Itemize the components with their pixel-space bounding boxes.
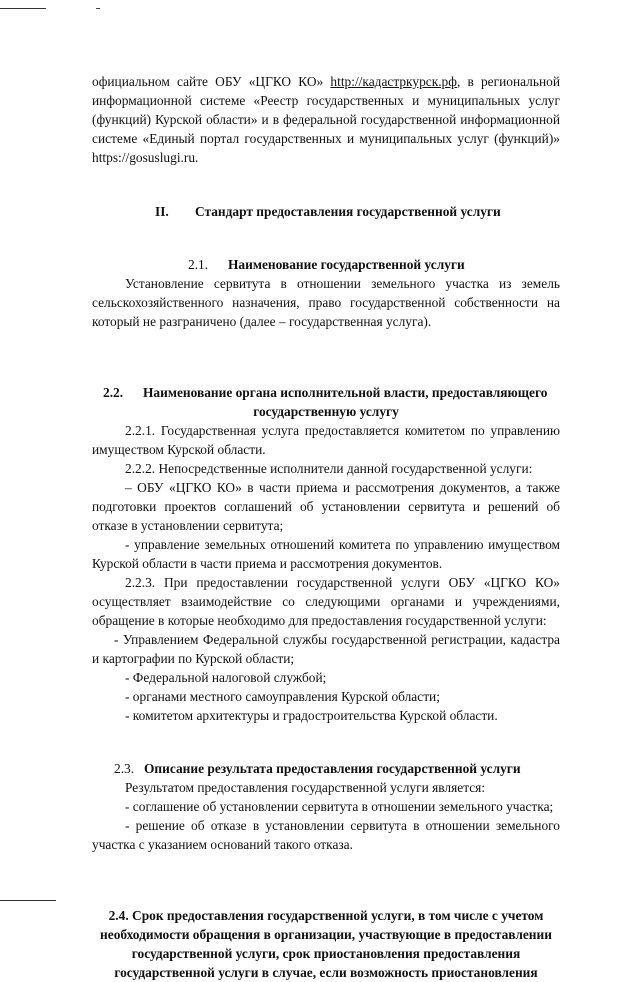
executor-land-department: - управление земельных отношений комитета по управлению имуществом Курской области в части приема и рассмотрения документов.	[92, 537, 560, 571]
interaction-rosreestr: - Управлением Федеральной службы государственной регистрации, кадастра и картографии по Курской области;	[92, 632, 560, 666]
subsection-2-1-title: Наименование государственной услуги	[228, 257, 465, 272]
subsection-2-2-number: 2.2.	[103, 385, 124, 400]
intro-text: официальном сайте ОБУ «ЦГКО КО»	[92, 74, 331, 89]
subsection-2-2-title-line1: Наименование органа исполнительной власти, предоставляющего	[143, 385, 548, 400]
subsection-2-2-heading	[92, 383, 560, 402]
subsection-2-4-heading-line1: 2.4. Срок предоставления государственной услуги, в том числе с учетом	[108, 908, 544, 923]
section-2-heading	[92, 202, 560, 221]
interaction-tax-service: - Федеральной налоговой службой;	[125, 670, 327, 685]
subsection-2-3-number: 2.3.	[114, 761, 135, 776]
result-refusal: - решение об отказе в установлении сервитута в отношении земельного участка с указанием оснований такого отказа.	[92, 818, 560, 852]
subsection-2-1-text: Установление сервитута в отношении земельного участка из земель сельскохозяйственного назначения, право государственной собственности на который не разграничено (далее – государственная услуга).	[92, 276, 560, 329]
paragraph-2-2-3: 2.2.3. При предоставлении государственной услуги ОБУ «ЦГКО КО» осуществляет взаимодействие со следующими органами и учреждениями, обращение в которые необходимо для предоставления государственной услуги:	[92, 575, 560, 628]
subsection-2-1-heading	[92, 255, 560, 274]
subsection-2-3-heading	[92, 759, 560, 778]
result-agreement: - соглашение об установлении сервитута в отношении земельного участка;	[125, 799, 554, 814]
subsection-2-3-title: Описание результата предоставления государственной услуги	[144, 761, 521, 776]
paragraph-2-2-2: 2.2.2. Непосредственные исполнители данной государственной услуги:	[125, 461, 533, 476]
subsection-2-4-heading-line4: государственной услуги в случае, если возможность приостановления	[114, 965, 538, 980]
scan-edge-mark	[0, 8, 46, 9]
section-2-title: Стандарт предоставления государственной услуги	[195, 204, 501, 219]
section-2-number: II.	[155, 204, 169, 219]
executor-cgko: – ОБУ «ЦГКО КО» в части приема и рассмотрения документов, а также подготовки проектов соглашений об установлении сервитута и решений об отказе в установлении сервитута;	[92, 480, 560, 533]
result-intro: Результатом предоставления государственной услуги является:	[125, 780, 486, 795]
subsection-2-2-title-line2: государственную услугу	[253, 404, 399, 419]
subsection-2-4-heading-line2: необходимости обращения в организации, участвующие в предоставлении	[100, 927, 552, 942]
scan-edge-mark	[96, 8, 100, 9]
intro-paragraph	[92, 72, 560, 167]
interaction-local-government: - органами местного самоуправления Курской области;	[125, 689, 440, 704]
paragraph-2-2-1: 2.2.1. Государственная услуга предоставляется комитетом по управлению имуществом Курской области.	[92, 423, 560, 457]
cadastre-site-link[interactable]: http://кадастркурск.рф	[330, 74, 457, 89]
subsection-2-1-number: 2.1.	[188, 257, 209, 272]
document-body	[92, 72, 560, 982]
scan-edge-mark	[0, 900, 56, 901]
intro-text-continued: , в региональной информационной системе «Реестр государственных и муниципальных услуг (функций) Курской области» и в федеральной государственной информационной системе «Единый портал государственных и муниципальных услуг (функций)» https://gosuslugi.ru.	[92, 74, 560, 165]
interaction-architecture-committee: - комитетом архитектуры и градостроительства Курской области.	[125, 708, 498, 723]
subsection-2-4-heading-line3: государственной услуги, срок приостановления предоставления	[131, 946, 521, 961]
